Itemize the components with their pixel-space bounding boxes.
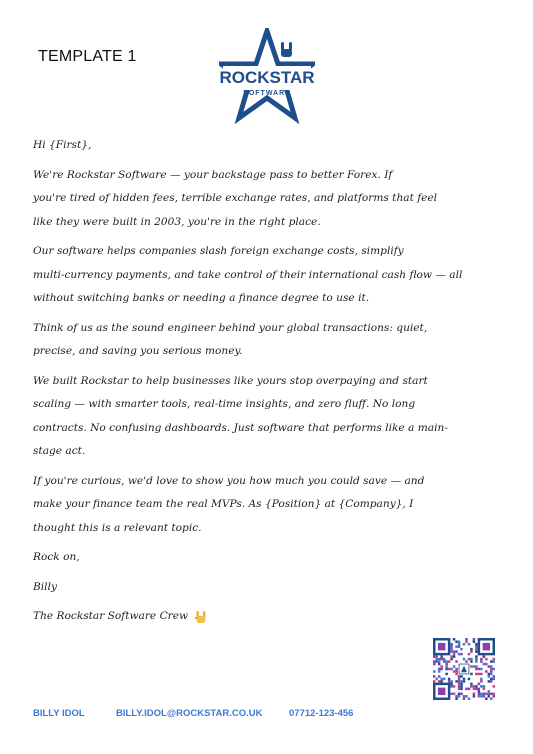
- paragraph-line: like they were built in 2003, you're in the right place.: [33, 215, 321, 228]
- paragraph-line: thought this is a relevant topic.: [33, 521, 202, 534]
- paragraph-line: We're Rockstar Software — your backstage pass to better Forex. If: [33, 168, 393, 181]
- logo-brand: ROCKSTAR: [219, 68, 315, 87]
- footer-email[interactable]: BILLY.IDOL@ROCKSTAR.CO.UK: [116, 708, 263, 719]
- paragraph-line: stage act.: [33, 445, 86, 457]
- qr-code: [433, 638, 495, 700]
- footer-name: BILLY IDOL: [33, 708, 85, 719]
- paragraph-line: If you're curious, we'd love to show you how much you could save — and: [33, 474, 425, 487]
- paragraph-line: We built Rockstar to help businesses like yours stop overpaying and start: [33, 374, 428, 387]
- paragraph-line: without switching banks or needing a finance degree to use it.: [33, 292, 370, 304]
- crew-name: The Rockstar Software Crew: [33, 610, 189, 622]
- greeting: Hi {First},: [33, 139, 92, 151]
- paragraph-2: [33, 240, 503, 311]
- template-label: TEMPLATE 1: [38, 48, 137, 65]
- paragraph-line: precise, and saving you serious money.: [33, 345, 243, 357]
- crew-line: [33, 605, 503, 629]
- rockstar-logo: [219, 28, 315, 128]
- paragraph-line: scaling — with smarter tools, real-time insights, and zero fluff. No long: [33, 398, 416, 410]
- paragraph-4: [33, 370, 503, 464]
- paragraph-1: [33, 164, 503, 235]
- paragraph-line: you're tired of hidden fees, terrible exchange rates, and platforms that feel: [33, 192, 438, 204]
- logo-sub: SOFTWARE: [243, 90, 291, 97]
- signoff: Rock on,: [33, 551, 80, 563]
- paragraph-line: Our software helps companies slash foreign exchange costs, simplify: [33, 245, 404, 257]
- paragraph-line: Think of us as the sound engineer behind your global transactions: quiet,: [33, 321, 428, 334]
- paragraph-3: [33, 317, 503, 364]
- letter-body: [33, 134, 503, 629]
- paragraph-line: multi-currency payments, and take control of their international cash flow — all: [33, 268, 463, 281]
- paragraph-line: contracts. No confusing dashboards. Just software that performs like a main-: [33, 421, 448, 434]
- signer-name: Billy: [33, 580, 57, 593]
- footer-phone[interactable]: 07712-123-456: [289, 708, 354, 719]
- paragraph-line: make your finance team the real MVPs. As {Position} at {Company}, I: [33, 498, 414, 510]
- rock-hand-mark: [281, 42, 292, 57]
- paragraph-5: [33, 470, 503, 541]
- rock-hand-icon: [194, 610, 208, 624]
